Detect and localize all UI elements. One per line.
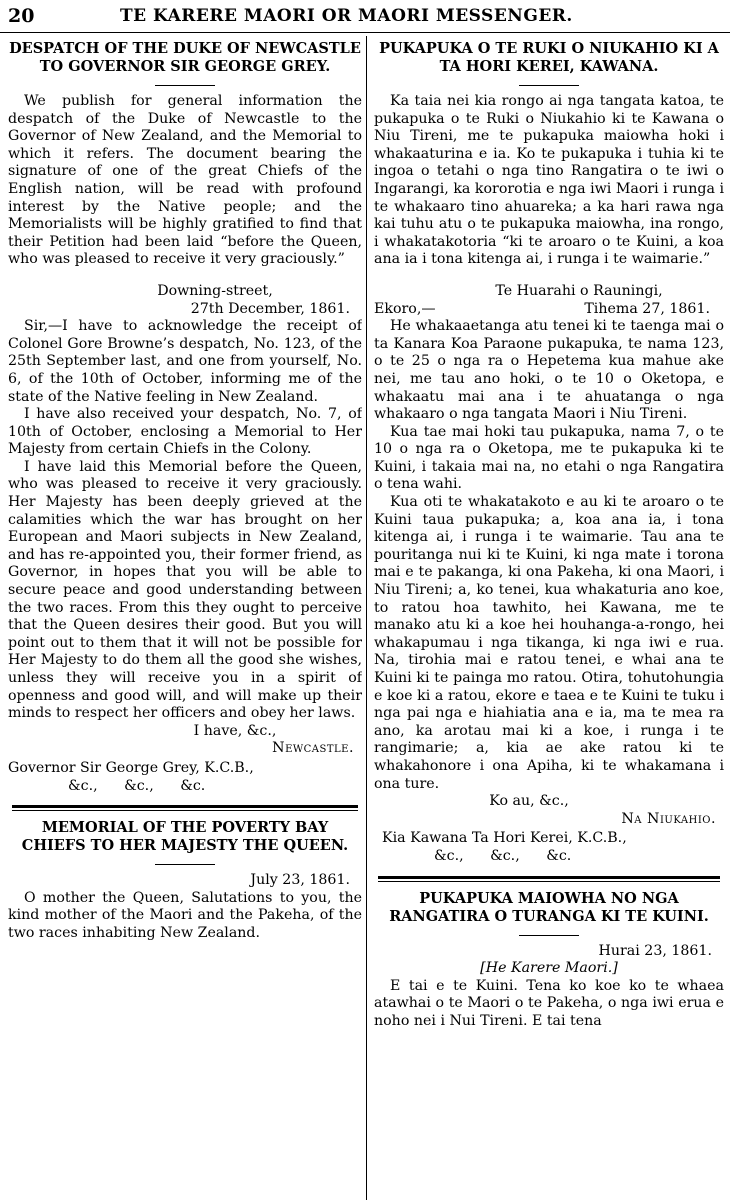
- despatch-paragraph-2-english: I have also received your despatch, No. 7, of 10th of October, enclosing a Memorial to Her Majesty from certain Chiefs in the Colony.: [8, 406, 362, 458]
- maori-column: [374, 36, 724, 1200]
- despatch-paragraph-2-maori: Kua tae mai hoki tau pukapuka, nama 7, o te 10 o nga ra o Oketopa, me te pukapuka ki te Kuini, i takaia mai na, no etahi o nga Rangatira o tena wahi.: [374, 423, 724, 493]
- memorial-heading-english: MEMORIAL OF THE POVERTY BAY CHIEFS TO HER MAJESTY THE QUEEN.: [21, 819, 349, 855]
- despatch-place-english: Downing-street,: [157, 282, 273, 299]
- source-note-maori: [He Karere Maori.]: [480, 960, 618, 977]
- memorial-date-english: July 23, 1861.: [250, 872, 350, 889]
- despatch-paragraph-1-english: Sir,—I have to acknowledge the receipt of Colonel Gore Browne’s despatch, No. 123, of the 25th September last, and one from yourself, No. 6, of the 10th of October, informing me of the state of the Native feeling in New Zealand.: [8, 318, 362, 405]
- memorial-paragraph-maori: E tai e te Kuini. Tena ko koe ko te whaea atawhai o te Maori o te Pakeha, o nga iwi erua e noho nei i Nui Tireni. E tai tena: [374, 977, 724, 1029]
- addressee-english: Governor Sir George Grey, K.C.B.,: [8, 759, 254, 776]
- salutation-date-line-maori: [374, 301, 724, 319]
- column-rule: [366, 36, 367, 1200]
- section-divider: [12, 805, 358, 811]
- despatch-date-english: 27th December, 1861.: [190, 300, 350, 317]
- short-rule: [519, 85, 579, 86]
- despatch-date-maori: Tihema 27, 1861.: [584, 300, 710, 317]
- page-number: 20: [8, 5, 35, 27]
- addressee-etc-maori: &c., &c., &c.: [434, 847, 572, 864]
- editorial-intro-english: We publish for general information the despatch of the Duke of Newcastle to the Governor of New Zealand, and the Memorial to which it refers. The document bearing the signature of one of the great Chiefs of the English nation, will be read with profound interest by the Native people; and the Memorialists will be highly gratified to find that their Petition had been laid “before the Queen, who was pleased to receive it very graciously.”: [8, 93, 362, 268]
- signature-english: Newcastle.: [272, 740, 354, 757]
- short-rule: [155, 85, 215, 86]
- memorial-heading-maori: PUKAPUKA MAIOWHA NO NGA RANGATIRA O TURANGA KI TE KUINI.: [389, 889, 709, 925]
- despatch-heading-english: DESPATCH OF THE DUKE OF NEWCASTLE TO GOVERNOR SIR GEORGE GREY.: [9, 40, 361, 75]
- short-rule: [519, 935, 579, 936]
- closing-english: I have, &c.,: [193, 722, 277, 739]
- page-header: [0, 0, 730, 33]
- salutation-maori: Ekoro,—: [374, 300, 436, 317]
- english-column: [8, 36, 362, 1200]
- section-divider: [378, 876, 720, 882]
- running-title: TE KARERE MAORI OR MAORI MESSENGER.: [120, 6, 573, 26]
- despatch-heading-maori: PUKAPUKA O TE RUKI O NIUKAHIO KI A TA HORI KEREI, KAWANA.: [379, 40, 719, 75]
- memorial-paragraph-english: O mother the Queen, Salutations to you, the kind mother of the Maori and the Pakeha, of the two races inhabiting New Zealand.: [8, 889, 362, 941]
- despatch-paragraph-1-maori: He whakaaetanga atu tenei ki te taenga mai o ta Kanara Koa Paraone pukapuka, te nama 123, o te 25 o nga ra o Hepetema kua mahue ake nei, me tau ano hoki, o te 10 o Oketopa, e whakaatu mai ana i te ahuatanga o nga whakaaro o nga tangata Maori i Niu Tireni.: [374, 318, 724, 423]
- despatch-paragraph-3-maori: Kua oti te whakatakoto e au ki te aroaro o te Kuini taua pukapuka; a, koa ana ia, i tona kitenga ai, i runga i te waimarie. Tau ana te pouritanga nui ki te Kuini, ki nga mate i torona mai e te pakanga, ki ona Pakeha, ki ona Maori, i Niu Tireni; a, ko tenei, kua whakaturia ano koe, to ratou hoa tawhito, hei Kawana, me te manako atu ki a koe hei houhanga-a-rongo, hei whakapumau i nga tikanga, ki nga iwi e rua. Na, tirohia mai e ratou tenei, e whai ana te Kuini ki te painga mo ratou. Otira, tohutohungia e koe ki a ratou, ekore e taea e te Kuini te tuku i nga pai nga e hiahiatia ana e ia, ma te mea ra ano, ka arotau mai ki a koe, i runga i te rangimarie; a, kia ae ake ratou ki te whakahonore i ona Apiha, ki te whakamana i ona ture.: [374, 494, 724, 792]
- signature-maori: Na Niukahio.: [621, 810, 716, 827]
- short-rule: [155, 864, 215, 865]
- despatch-place-maori: Te Huarahi o Rauningi,: [495, 282, 663, 299]
- editorial-intro-maori: Ka taia nei kia rongo ai nga tangata katoa, te pukapuka o te Ruki o Niukahio ki te Kawana o Niu Tireni, me te pukapuka maiowha hoki i whakaaturina e ia. Ko te pukapuka i tuhia ki te ingoa o tetahi o nga tino Rangatira o te iwi o Ingarangi, ka kororotia e nga iwi Maori i runga i te whakaaro tino ahuareka; a ka hari rawa nga kai tuhu atu o te pukapuka maiowha, ina rongo, i whakatakotoria “ki te aroaro o te Kuini, a koa ana ia i tona kitenga ai, i runga i te waimarie.”: [374, 93, 724, 268]
- closing-maori: Ko au, &c.,: [489, 793, 569, 810]
- memorial-date-maori: Hurai 23, 1861.: [598, 942, 712, 959]
- despatch-paragraph-3-english: I have laid this Memorial before the Queen, who was pleased to receive it very graciously. Her Majesty has been deeply grieved at the calamities which the war has brought on her European and Maori subjects in New Zealand, and has re-appointed you, their former friend, as Governor, in hopes that you will be able to secure peace and good understanding between the two races. From this they ought to perceive that the Queen desires their good. But you will point out to them that it will not be possible for Her Majesty to do them all the good she wishes, unless they will receive you in a spirit of openness and good will, and will make up their minds to respect her officers and obey her laws.: [8, 458, 362, 722]
- addressee-etc-english: &c., &c., &c.: [68, 777, 206, 794]
- addressee-maori: Kia Kawana Ta Hori Kerei, K.C.B.,: [382, 830, 627, 847]
